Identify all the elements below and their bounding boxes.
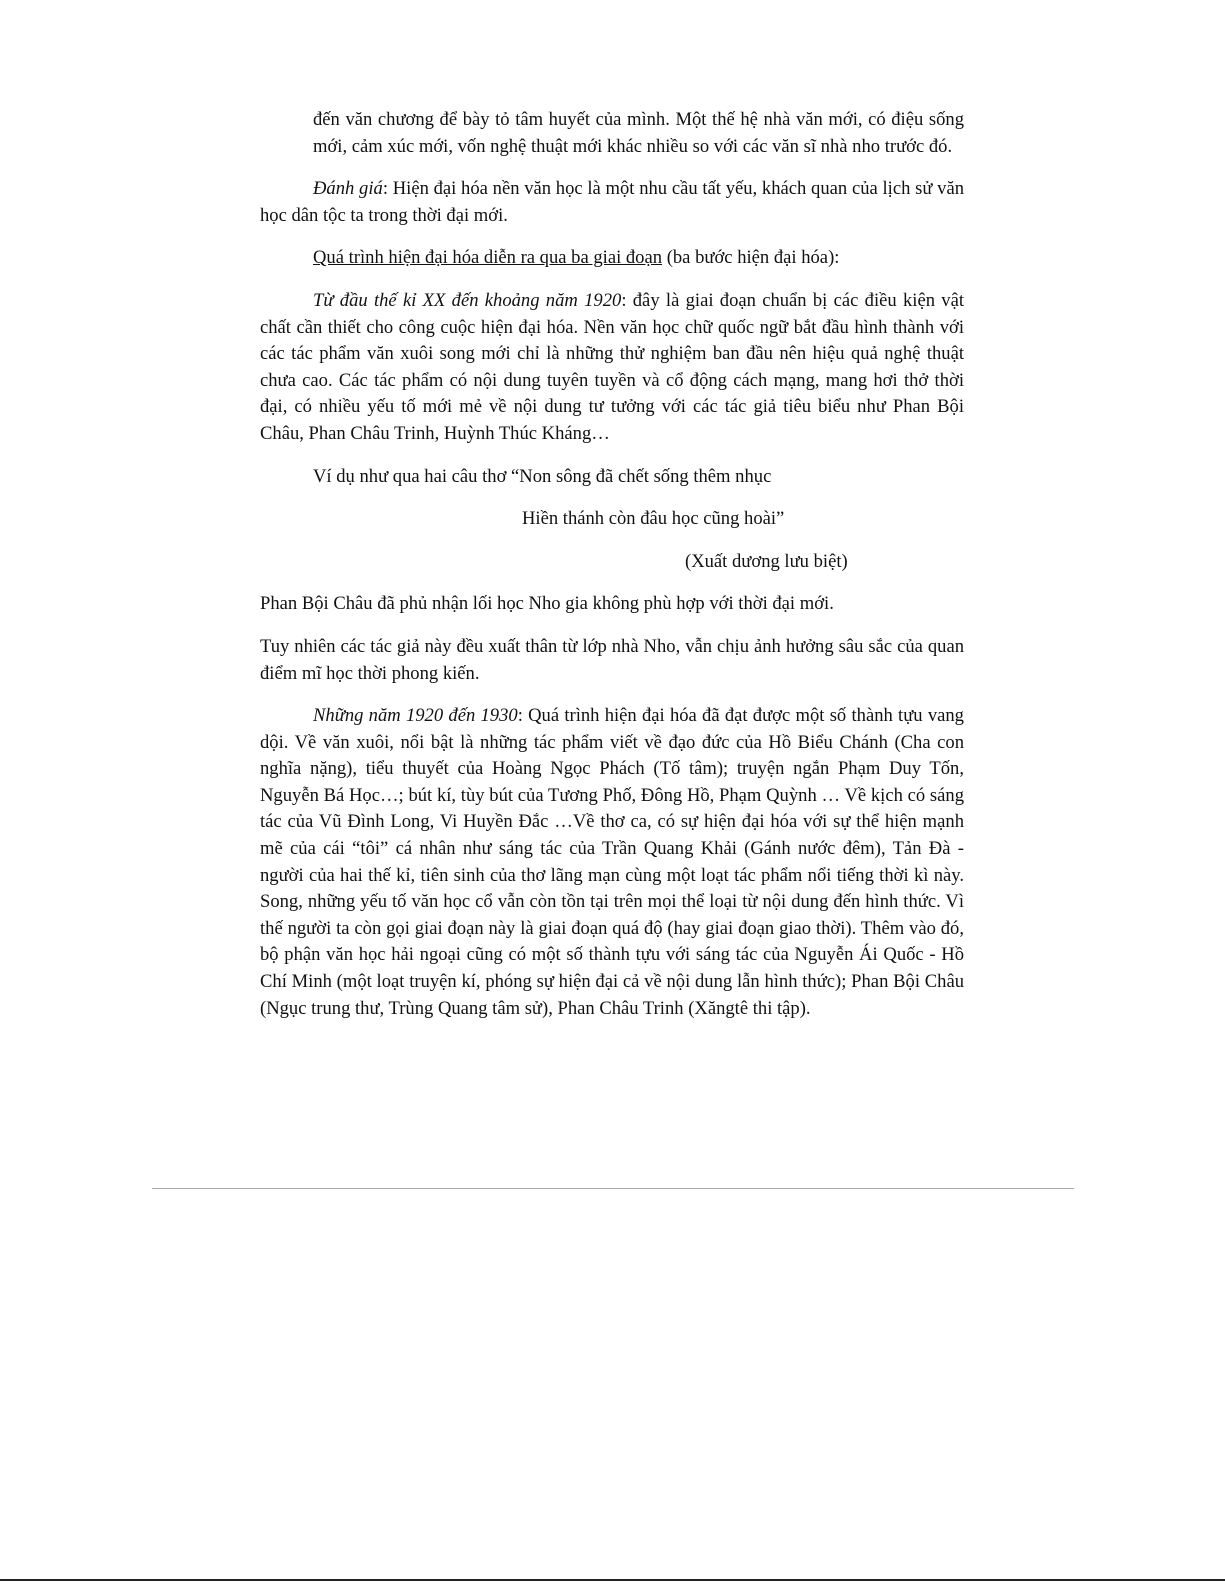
paragraph-stage-2	[260, 703, 964, 1022]
paragraph-however: Tuy nhiên các tác giả này đều xuất thân từ lớp nhà Nho, vẫn chịu ảnh hưởng sâu sắc của quan điểm mĩ học thời phong kiến.	[260, 635, 964, 684]
poem-line-1: Ví dụ như qua hai câu thơ “Non sông đã chết sống thêm nhục	[313, 465, 772, 487]
document-body	[260, 107, 964, 1038]
paragraph-comment: Phan Bội Châu đã phủ nhận lối học Nho gia không phù hợp với thời đại mới.	[260, 593, 834, 615]
evaluation-label: Đánh giá	[313, 178, 383, 200]
paragraph-stages-heading	[260, 245, 964, 272]
stages-heading-note: (ba bước hiện đại hóa):	[662, 247, 840, 269]
stages-heading: Quá trình hiện đại hóa diễn ra qua ba giai đoạn	[313, 247, 663, 269]
evaluation-text: : Hiện đại hóa nền văn học là một nhu cầu tất yếu, khách quan của lịch sử văn học dân tộc ta trong thời đại mới.	[260, 178, 964, 226]
page-divider	[152, 1188, 1074, 1189]
paragraph-evaluation	[260, 176, 964, 229]
bottom-border	[0, 1579, 1225, 1581]
paragraph-stage-1	[260, 288, 964, 448]
stage-1-text: : đây là giai đoạn chuẩn bị các điều kiện vật chất cần thiết cho công cuộc hiện đại hóa. Nền văn học chữ quốc ngữ bắt đầu hình thành với các tác phẩm văn xuôi song mới chỉ là những thử nghiệm ban đầu nên hiệu quả nghệ thuật chưa cao. Các tác phẩm có nội dung tuyên tuyền và cổ động cách mạng, mang hơi thở thời đại, có nhiều yếu tố mới mẻ về nội dung tư tưởng với các tác giả tiêu biểu như Phan Bội Châu, Phan Châu Trinh, Huỳnh Thúc Kháng…	[260, 289, 964, 444]
stage-1-label: Từ đầu thế kỉ XX đến khoảng năm 1920	[313, 289, 622, 311]
poem-line-2: Hiền thánh còn đâu học cũng hoài”	[522, 508, 785, 530]
paragraph-continuation: đến văn chương để bày tỏ tâm huyết của mình. Một thế hệ nhà văn mới, có điệu sống mới, cảm xúc mới, vốn nghệ thuật mới khác nhiều so với các văn sĩ nhà nho trước đó.	[313, 109, 964, 157]
stage-2-label: Những năm 1920 đến 1930	[313, 705, 518, 727]
poem-source: (Xuất dương lưu biệt)	[685, 550, 848, 572]
stage-2-text: : Quá trình hiện đại hóa đã đạt được một số thành tựu vang dội. Về văn xuôi, nổi bật là những tác phẩm viết về đạo đức của Hồ Biểu Chánh (Cha con nghĩa nặng), tiểu thuyết của Hoàng Ngọc Phách (Tố tâm); truyện ngắn Phạm Duy Tốn, Nguyễn Bá Học…; bút kí, tùy bút của Tương Phố, Đông Hồ, Phạm Quỳnh … Về kịch có sáng tác của Vũ Đình Long, Vi Huyền Đắc …Về thơ ca, có sự hiện đại hóa với sự thể hiện mạnh mẽ của cái “tôi” cá nhân như sáng tác của Trần Quang Khải (Gánh nước đêm), Tản Đà - người của hai thế kỉ, tiên sinh của thơ lãng mạn cùng một loạt tác phẩm nổi tiếng thời kì này. Song, những yếu tố văn học cổ vẫn còn tồn tại trên mọi thể loại từ nội dung đến hình thức. Vì thế người ta còn gọi giai đoạn này là giai đoạn quá độ (hay giai đoạn giao thời). Thêm vào đó, bộ phận văn học hải ngoại cũng có một số thành tựu với sáng tác của Nguyễn Ái Quốc - Hồ Chí Minh (một loạt truyện kí, phóng sự hiện đại cả về nội dung lẫn hình thức); Phan Bội Châu (Ngục trung thư, Trùng Quang tâm sử), Phan Châu Trinh (Xăngtê thi tập).	[260, 705, 964, 1019]
